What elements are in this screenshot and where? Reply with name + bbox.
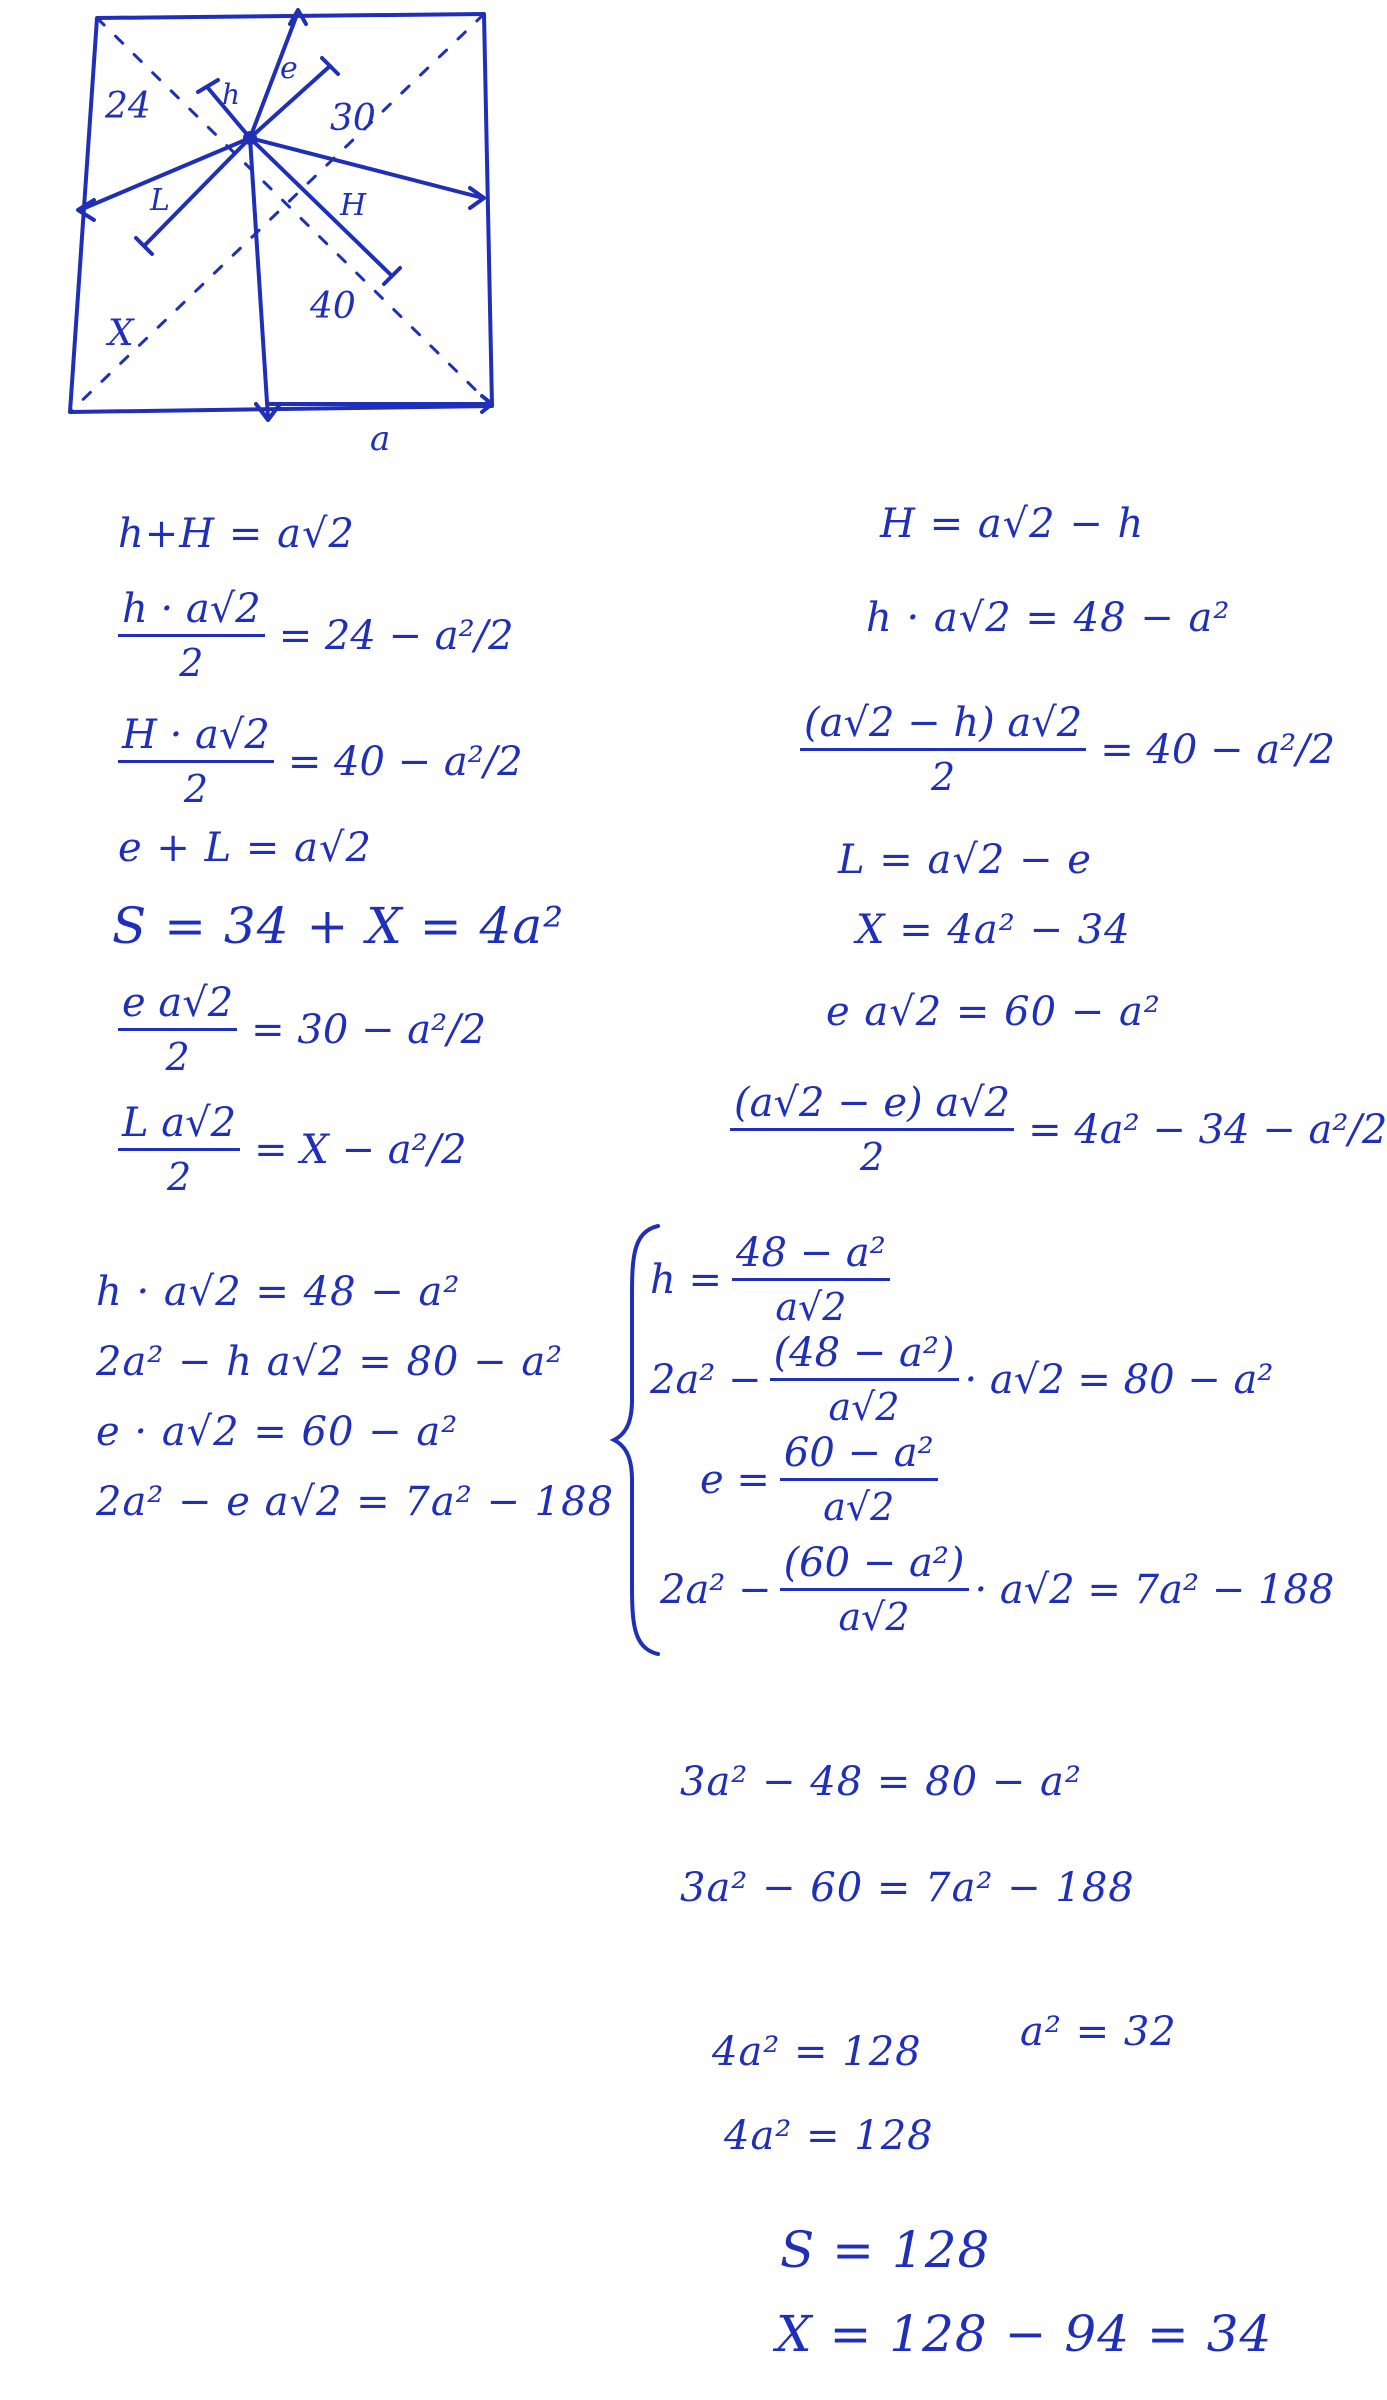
fraction-bar [118,1028,237,1031]
interior-point [243,131,257,145]
fraction-bar [732,1278,890,1281]
label-a: a [370,419,391,459]
fraction-denominator: 2 [931,755,956,799]
system-eq-3: e · a√2 = 60 − a² [96,1409,459,1455]
result-eq-1: 3a² − 48 = 80 − a² [680,1759,1082,1805]
sys-e-solution [700,1430,938,1529]
fraction-denominator: a√2 [828,1385,900,1429]
fraction-numerator: h · a√2 [122,586,261,632]
eq-X-expr: X = 4a² − 34 [856,907,1131,953]
eq-substituted-x [730,1080,1387,1179]
result-eq-2: 3a² − 60 = 7a² − 188 [680,1865,1135,1911]
label-area-30: 30 [330,98,376,139]
label-big-h: H [340,188,367,223]
equation-lhs: 2a² − [660,1566,772,1613]
result-a-squared: a² = 32 [1020,2009,1177,2055]
square-diagram [0,0,540,470]
fraction-denominator: 2 [179,641,204,685]
fraction-denominator: a√2 [823,1485,895,1529]
eq-e-plus-L: e + L = a√2 [118,825,372,871]
equation-lhs: 2a² − [650,1356,762,1403]
eq-area-40 [118,712,523,811]
label-area-24: 24 [105,86,151,127]
equation-rhs: = X − a²/2 [254,1126,467,1173]
eq-h-times: h · a√2 = 48 − a² [866,595,1231,641]
equation-rhs: = 40 − a²/2 [287,738,523,785]
eq-area-24 [118,586,514,685]
fraction-denominator: 2 [183,767,208,811]
fraction-numerator: 60 − a² [783,1430,934,1476]
fraction-bar [118,760,274,763]
fraction-denominator: a√2 [838,1595,910,1639]
eq-area-x [118,1100,467,1199]
eq-total-area: S = 34 + X = 4a² [112,897,565,955]
label-l: L [150,183,170,218]
fraction-numerator: 48 − a² [736,1230,886,1276]
equation-lhs: h = [650,1256,722,1303]
perp-H [250,138,392,276]
equation-rhs: = 30 − a²/2 [251,1006,487,1053]
eq-substituted-40 [800,700,1335,799]
equation-lhs: e = [700,1456,770,1503]
eq-L-expr: L = a√2 − e [838,837,1092,883]
result-area-s: S = 128 [780,2221,991,2279]
fraction-numerator: (a√2 − h) a√2 [804,700,1083,746]
equation-rhs: · a√2 = 80 − a² [964,1356,1274,1403]
fraction-denominator: 2 [859,1135,885,1179]
line-to-bottom [250,138,268,418]
equation-rhs: = 24 − a²/2 [278,612,514,659]
fraction-numerator: e a√2 [122,980,234,1026]
eq-h-plus-H: h+H = a√2 [118,511,355,557]
sys-h-solution [650,1230,890,1329]
eq-e-times: e a√2 = 60 − a² [826,989,1161,1035]
fraction-bar [780,1478,938,1481]
fraction-numerator: L a√2 [122,1100,237,1146]
label-h: h [222,78,241,111]
fraction-bar [118,1148,240,1151]
fraction-numerator: (60 − a²) [783,1540,965,1586]
label-e: e [280,51,298,86]
system-eq-2: 2a² − h a√2 = 80 − a² [96,1339,564,1385]
fraction-numerator: H · a√2 [122,712,270,758]
equation-rhs: = 4a² − 34 − a²/2 [1028,1106,1387,1153]
sys-h-substituted [650,1330,1273,1429]
system-eq-4: 2a² − e a√2 = 7a² − 188 [96,1479,615,1525]
eq-area-30 [118,980,486,1079]
fraction-numerator: (a√2 − e) a√2 [734,1080,1011,1126]
fraction-bar [780,1588,969,1591]
sys-e-substituted [660,1540,1334,1639]
fraction-numerator: (48 − a²) [773,1330,955,1376]
fraction-bar [118,634,265,637]
fraction-denominator: 2 [166,1155,192,1199]
line-to-right [250,138,483,198]
label-area-40: 40 [310,286,356,327]
result-area-x: X = 128 − 94 = 34 [776,2305,1273,2363]
fraction-bar [770,1378,959,1381]
fraction-denominator: 2 [165,1035,190,1079]
fraction-bar [800,748,1086,751]
label-area-x: X [108,313,134,354]
fraction-denominator: a√2 [775,1285,847,1329]
result-eq-4: 4a² = 128 [724,2113,934,2159]
eq-H-expr: H = a√2 − h [880,501,1145,547]
equation-rhs: · a√2 = 7a² − 188 [974,1566,1335,1613]
fraction-bar [730,1128,1014,1131]
equation-rhs: = 40 − a²/2 [1100,726,1336,773]
result-eq-3: 4a² = 128 [712,2029,922,2075]
system-eq-1: h · a√2 = 48 − a² [96,1269,461,1315]
